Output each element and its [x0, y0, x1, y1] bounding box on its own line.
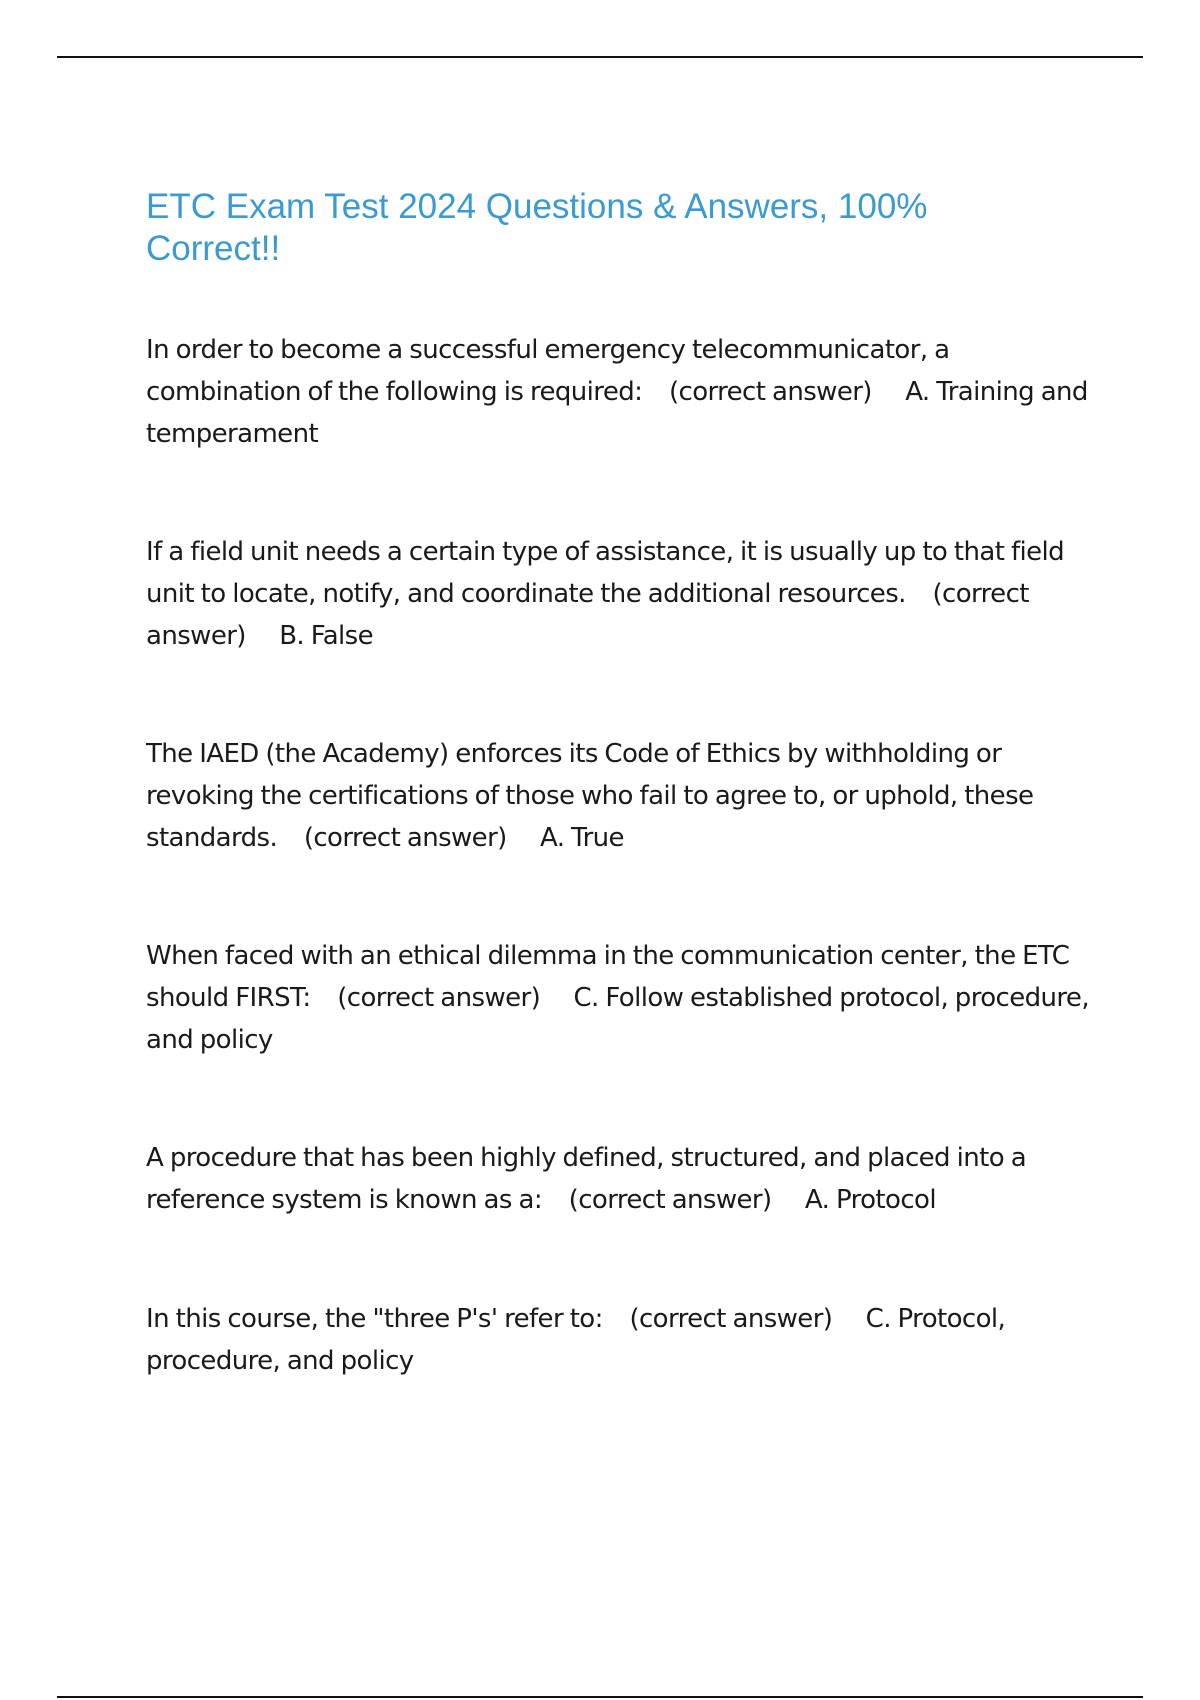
qa-item-4 [146, 935, 1096, 1061]
question-text: In order to become a successful emergency telecommunicator, a combination of the following is required: [146, 335, 957, 407]
correct-answer-marker: (correct answer) [146, 579, 1036, 651]
qa-item-3 [146, 733, 1096, 859]
qa-item-6 [146, 1298, 1096, 1382]
correct-answer-marker: (correct answer) [568, 1185, 772, 1215]
question-text: A procedure that has been highly defined, structured, and placed into a reference system is known as a: [146, 1143, 1033, 1215]
qa-item-1 [146, 329, 1096, 455]
question-text: In this course, the "three P's' refer to: [146, 1304, 603, 1334]
answer-text: C. Follow established protocol, procedure, and policy [146, 983, 1096, 1055]
correct-answer-marker: (correct answer) [629, 1304, 833, 1334]
answer-text: B. False [279, 621, 374, 651]
qa-item-2 [146, 531, 1096, 657]
question-text: The IAED (the Academy) enforces its Code of Ethics by withholding or revoking the certifications of those who fail to agree to, or uphold, these standards. [146, 739, 1041, 853]
answer-text: A. Training and temperament [146, 377, 1095, 449]
answer-text: C. Protocol, procedure, and policy [146, 1304, 1012, 1376]
question-text: When faced with an ethical dilemma in the communication center, the ETC should FIRST: [146, 941, 1076, 1013]
answer-text: A. Protocol [804, 1185, 936, 1215]
correct-answer-marker: (correct answer) [303, 823, 507, 853]
document-title: ETC Exam Test 2024 Questions & Answers, 100% Correct!! [146, 187, 928, 268]
correct-answer-marker: (correct answer) [337, 983, 541, 1013]
question-text: If a field unit needs a certain type of assistance, it is usually up to that field unit to locate, notify, and coordinate the additional resources. [146, 537, 1071, 609]
answer-text: A. True [540, 823, 624, 853]
qa-item-5 [146, 1137, 1096, 1221]
bottom-rule [57, 1696, 1143, 1698]
top-rule [57, 56, 1143, 58]
correct-answer-marker: (correct answer) [668, 377, 872, 407]
